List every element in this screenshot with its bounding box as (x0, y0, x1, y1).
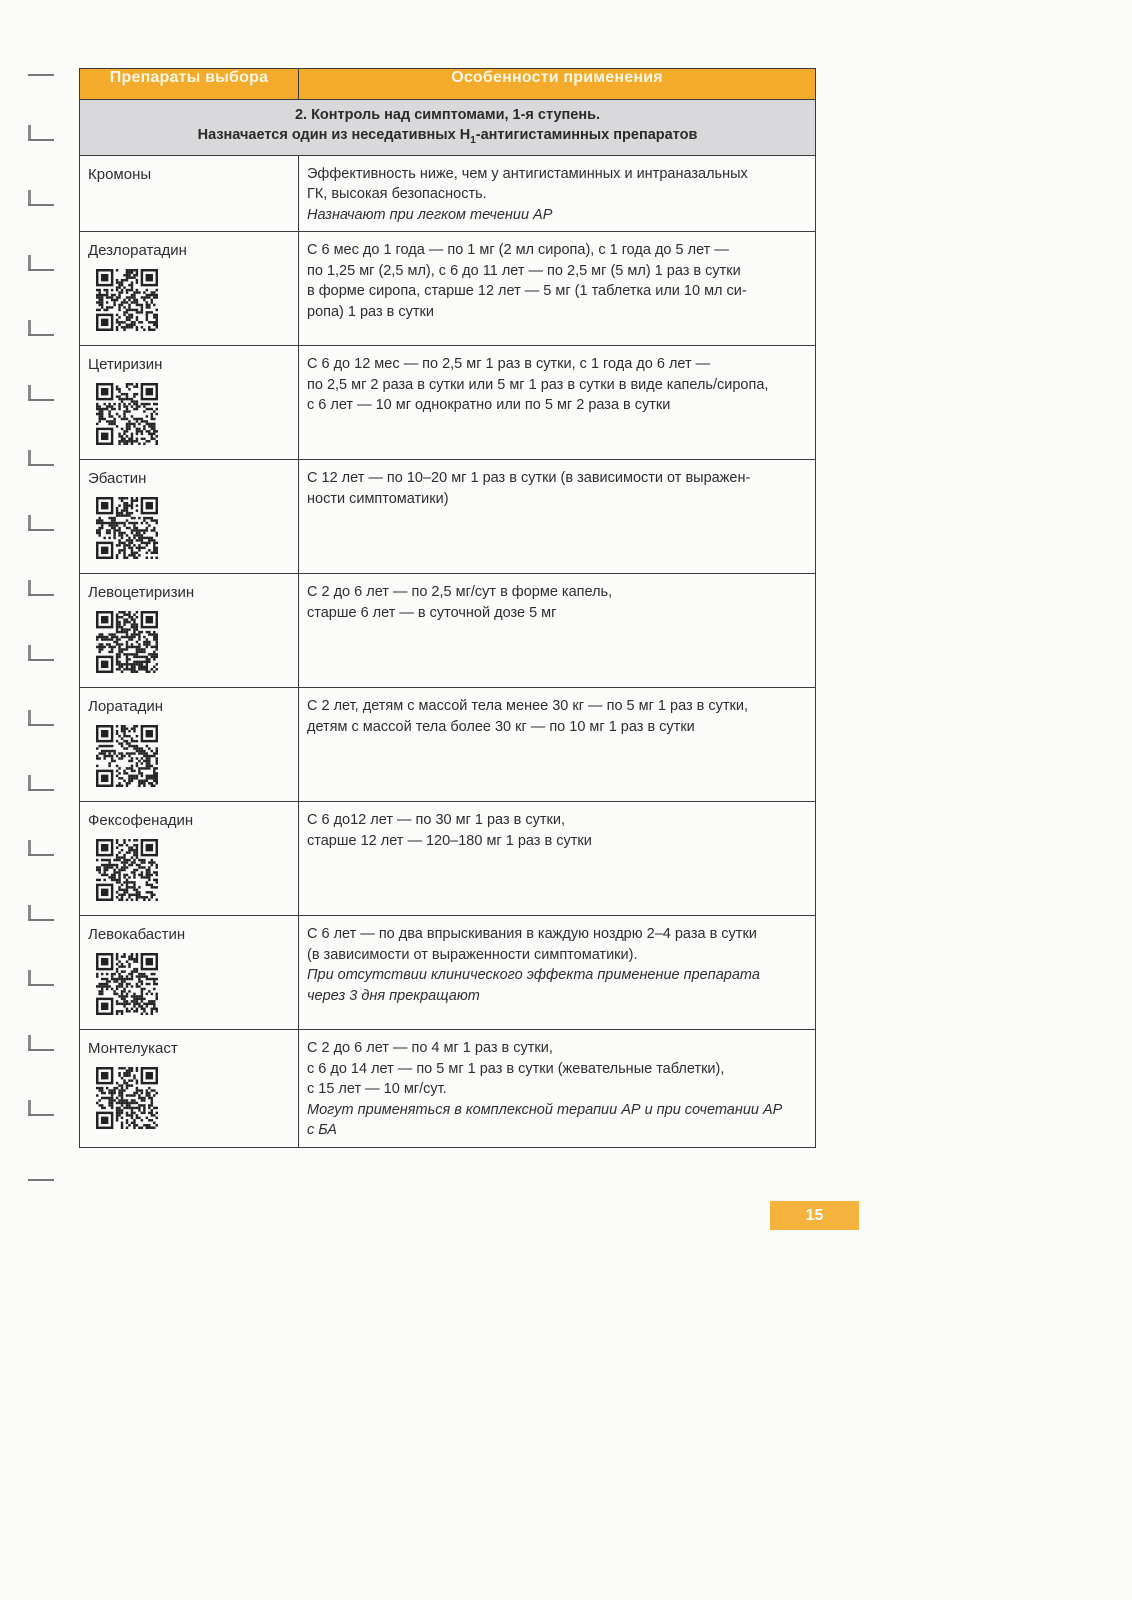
binder-tick (28, 984, 54, 986)
usage-note: Назначают при легком течении АР (307, 206, 553, 223)
qr-code-icon (96, 269, 158, 331)
qr-code-icon (96, 497, 158, 559)
usage-line: ропа) 1 раз в сутки (307, 303, 434, 320)
binder-tick (28, 529, 54, 531)
usage-note: через 3 дня прекращают (307, 987, 480, 1004)
qr-code-icon (96, 839, 158, 901)
drug-table (79, 68, 816, 1148)
table-row (80, 232, 816, 346)
binder-tick (28, 789, 54, 791)
binder-tick (28, 659, 54, 661)
usage-cell (299, 460, 816, 574)
table-row (80, 346, 816, 460)
usage-line: по 1,25 мг (2,5 мл), с 6 до 11 лет — по 2,5 мг (5 мл) 1 раз в сутки (307, 262, 741, 279)
table-row (80, 574, 816, 688)
binder-tick (28, 1114, 54, 1116)
binder-tick (28, 724, 54, 726)
drug-cell (80, 1030, 299, 1148)
binder-hook (28, 255, 31, 269)
drug-cell (80, 916, 299, 1030)
column-header-drugs: Препараты выбора (80, 69, 299, 100)
subheader-line-1: 2. Контроль над симптомами, 1-я ступень. (294, 107, 601, 123)
usage-line: Эффективность ниже, чем у антигистаминных и интраназальных (307, 165, 748, 182)
table-row (80, 1030, 816, 1148)
binder-hook (28, 1035, 31, 1049)
drug-name: Монтелукаст (88, 1040, 178, 1058)
usage-line: по 2,5 мг 2 раза в сутки или 5 мг 1 раз в сутки в виде капель/сиропа, (307, 376, 769, 393)
drug-cell (80, 802, 299, 916)
binder-tick (28, 464, 54, 466)
usage-line: С 6 мес до 1 года — по 1 мг (2 мл сиропа), с 1 года до 5 лет — (307, 242, 729, 259)
binder-tick (28, 919, 54, 921)
table-row (80, 688, 816, 802)
qr-code-icon (96, 383, 158, 445)
binder-tick (28, 269, 54, 271)
usage-note: При отсутствии клинического эффекта применение препарата (307, 967, 760, 984)
drug-cell (80, 155, 299, 232)
drug-cell (80, 460, 299, 574)
binder-hook (28, 970, 31, 984)
binder-tick (28, 854, 54, 856)
table-row (80, 460, 816, 574)
usage-cell (299, 1030, 816, 1148)
qr-code-icon (96, 1067, 158, 1129)
usage-line: (в зависимости от выраженности симптоматики). (307, 946, 638, 963)
usage-line: с 6 до 14 лет — по 5 мг 1 раз в сутки (жевательные таблетки), (307, 1060, 725, 1077)
binder-hook (28, 385, 31, 399)
binder-tick (28, 204, 54, 206)
binder-hook (28, 840, 31, 854)
usage-line: в форме сиропа, старше 12 лет — 5 мг (1 таблетка или 10 мл си- (307, 283, 747, 300)
binder-hook (28, 710, 31, 724)
drug-name: Цетиризин (88, 356, 163, 374)
usage-cell (299, 232, 816, 346)
drug-name: Лоратадин (88, 698, 163, 716)
page-number-badge: 15 (770, 1201, 859, 1230)
binder-hook (28, 645, 31, 659)
drug-cell (80, 688, 299, 802)
usage-line: ГК, высокая безопасность. (307, 186, 487, 203)
binder-hook (28, 580, 31, 594)
binder-hook (28, 190, 31, 204)
binder-tick (28, 74, 54, 76)
usage-cell (299, 155, 816, 232)
usage-cell (299, 688, 816, 802)
drug-name: Дезлоратадин (88, 242, 187, 260)
binder-hook (28, 125, 31, 139)
usage-line: С 6 лет — по два впрыскивания в каждую ноздрю 2–4 раза в сутки (307, 926, 757, 943)
usage-line: с 15 лет — 10 мг/сут. (307, 1081, 447, 1098)
drug-name: Эбастин (88, 470, 147, 488)
drug-cell (80, 232, 299, 346)
binder-hook (28, 775, 31, 789)
usage-cell (299, 916, 816, 1030)
qr-code-icon (96, 611, 158, 673)
column-header-usage: Особенности применения (299, 69, 816, 100)
usage-line: С 2 до 6 лет — по 2,5 мг/сут в форме капель, (307, 584, 613, 601)
binder-hook (28, 320, 31, 334)
usage-cell (299, 802, 816, 916)
usage-line: старше 12 лет — 120–180 мг 1 раз в сутки (307, 832, 592, 849)
drug-name: Левокабастин (88, 926, 186, 944)
usage-line: С 12 лет — по 10–20 мг 1 раз в сутки (в зависимости от выражен- (307, 470, 751, 487)
qr-code-icon (96, 725, 158, 787)
drug-name: Левоцетиризин (88, 584, 195, 602)
binder-tick (28, 334, 54, 336)
usage-note: с БА (307, 1122, 337, 1139)
binder-tick (28, 594, 54, 596)
table-row (80, 916, 816, 1030)
qr-code-icon (96, 953, 158, 1015)
usage-cell (299, 346, 816, 460)
usage-line: старше 6 лет — в суточной дозе 5 мг (307, 604, 557, 621)
section-subheader (80, 100, 816, 156)
drug-cell (80, 346, 299, 460)
binder-tick (28, 399, 54, 401)
binder-tick (28, 1179, 54, 1181)
binder-hook (28, 905, 31, 919)
drug-name: Фексофенадин (88, 812, 194, 830)
drug-cell (80, 574, 299, 688)
usage-line: С 2 лет, детям с массой тела менее 30 кг — по 5 мг 1 раз в сутки, (307, 698, 748, 715)
usage-cell (299, 574, 816, 688)
usage-line: детям с массой тела более 30 кг — по 10 мг 1 раз в сутки (307, 718, 695, 735)
usage-line: С 2 до 6 лет — по 4 мг 1 раз в сутки, (307, 1040, 553, 1057)
binder-hook (28, 1100, 31, 1114)
table-row (80, 802, 816, 916)
usage-line: с 6 лет — 10 мг однократно или по 5 мг 2 раза в сутки (307, 397, 671, 414)
binder-hook (28, 515, 31, 529)
usage-note: Могут применяться в комплексной терапии АР и при сочетании АР (307, 1101, 783, 1118)
drug-name: Кромоны (88, 165, 152, 183)
usage-line: С 6 до 12 мес — по 2,5 мг 1 раз в сутки, с 1 года до 6 лет — (307, 356, 711, 373)
binder-tick (28, 1049, 54, 1051)
usage-line: ности симптоматики) (307, 490, 449, 507)
table-row (80, 155, 816, 232)
binder-hook (28, 450, 31, 464)
binder-tick (28, 139, 54, 141)
usage-line: С 6 до12 лет — по 30 мг 1 раз в сутки, (307, 812, 565, 829)
subheader-line-2: Назначается один из неседативных $H_1$-антигистаминных препаратов (197, 127, 698, 146)
